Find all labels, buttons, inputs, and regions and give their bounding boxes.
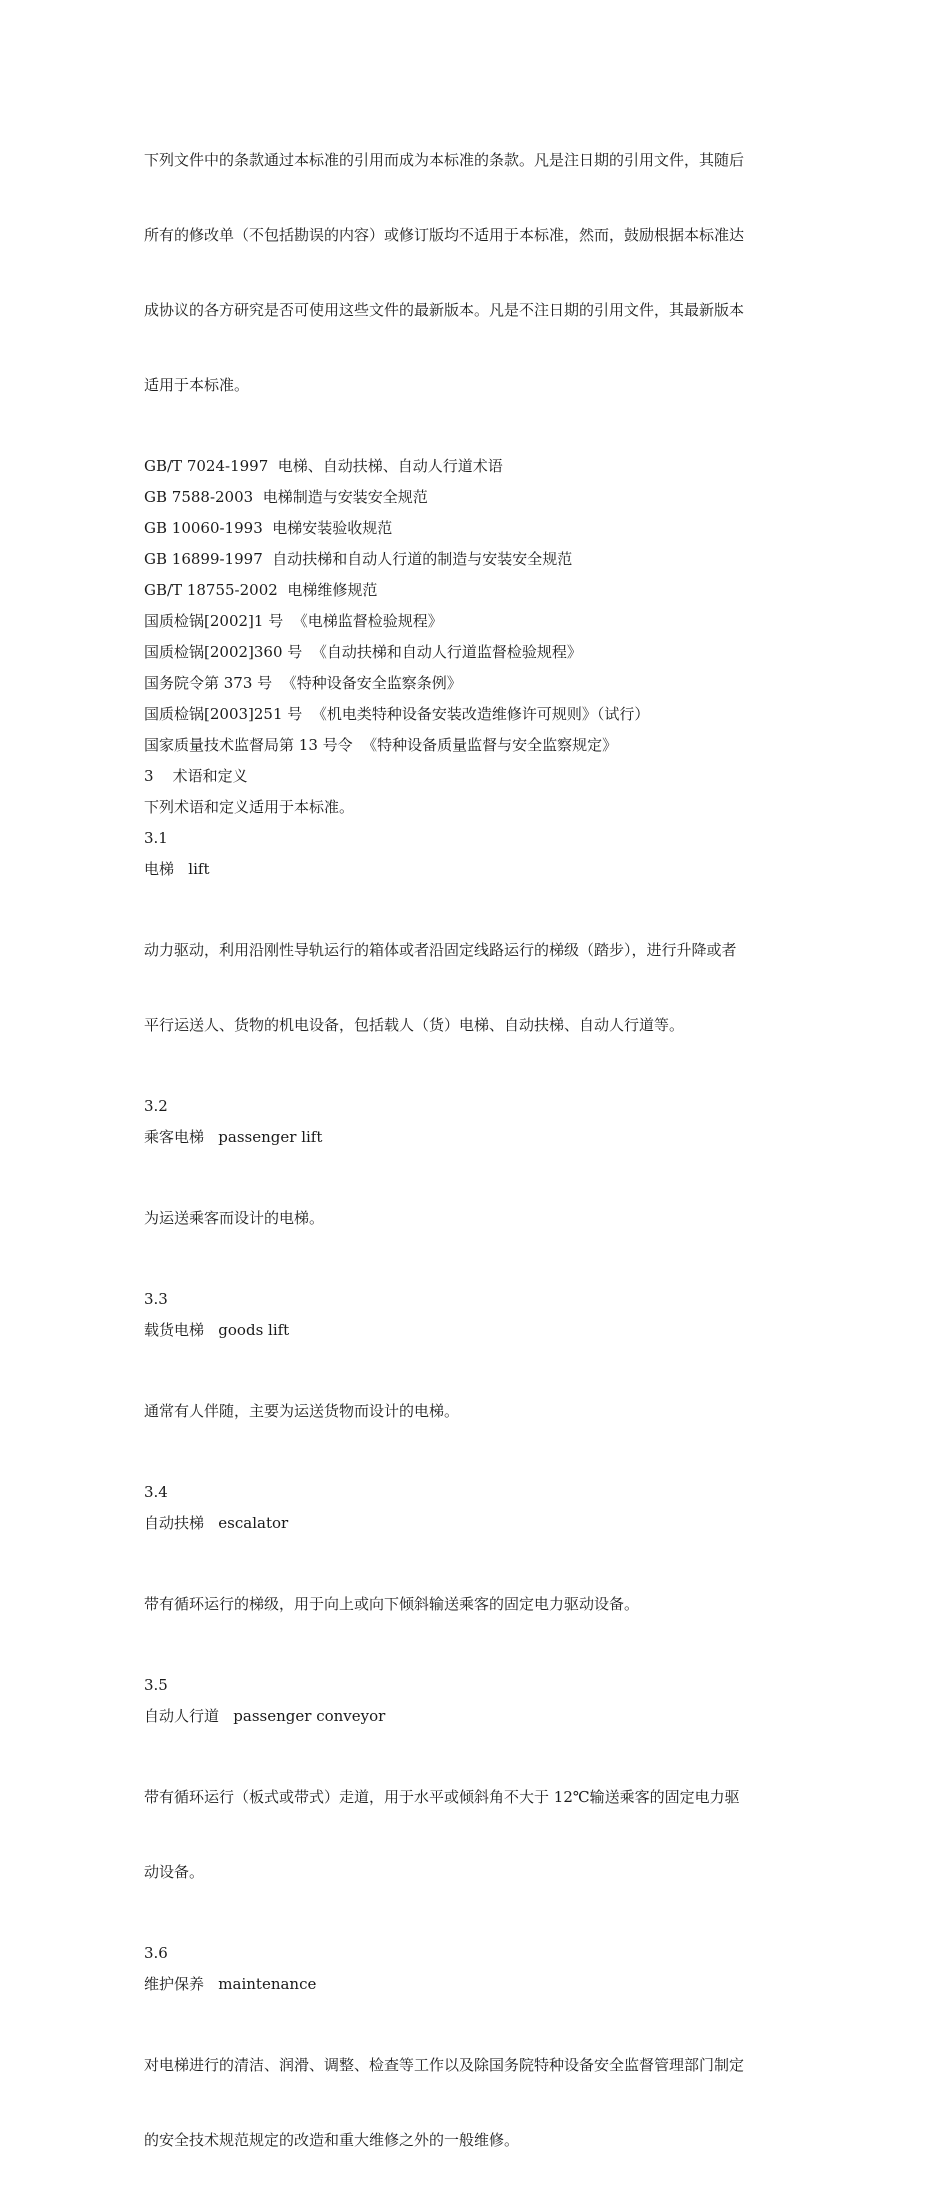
definition-line: 对电梯进行的清洁、润滑、调整、检查等工作以及除国务院特种设备安全监督管理部门制定 — [144, 2056, 745, 2074]
reference-item: 国质检锅[2002]1 号 《电梯监督检验规程》 — [144, 612, 443, 630]
term-definition — [144, 1156, 816, 1281]
definition-line: 动设备。 — [144, 1863, 205, 1881]
intro-line: 所有的修改单（不包括勘误的内容）或修订版均不适用于本标准，然而，鼓励根据本标准达 — [144, 226, 745, 244]
term-title: 维护保养 maintenance — [144, 1975, 317, 1993]
term-definition — [144, 1735, 816, 1935]
definition-line: 动力驱动，利用沿刚性导轨运行的箱体或者沿固定线路运行的梯级（踏步），进行升降或者 — [144, 941, 737, 959]
term-definition — [144, 888, 816, 1088]
reference-item: 国家质量技术监督局第 13 号令 《特种设备质量监督与安全监察规定》 — [144, 736, 618, 754]
term-title: 自动人行道 passenger conveyor — [144, 1707, 386, 1725]
term-definition — [144, 1542, 816, 1667]
reference-item: GB 7588-2003 电梯制造与安装安全规范 — [144, 488, 428, 506]
intro-line: 下列文件中的条款通过本标准的引用而成为本标准的条款。凡是注日期的引用文件，其随后 — [144, 151, 745, 169]
reference-item: GB/T 7024-1997 电梯、自动扶梯、自动人行道术语 — [144, 457, 503, 475]
intro-paragraph — [144, 98, 816, 448]
definition-line: 平行运送人、货物的机电设备，包括载人（货）电梯、自动扶梯、自动人行道等。 — [144, 1016, 685, 1034]
definition-line: 通常有人伴随，主要为运送货物而设计的电梯。 — [144, 1402, 460, 1420]
definition-line: 为运送乘客而设计的电梯。 — [144, 1209, 325, 1227]
intro-line: 成协议的各方研究是否可使用这些文件的最新版本。凡是不注日期的引用文件，其最新版本 — [144, 301, 745, 319]
document-page — [144, 98, 816, 2209]
definition-line: 带有循环运行（板式或带式）走道，用于水平或倾斜角不大于 12℃输送乘客的固定电力驱 — [144, 1788, 740, 1806]
term-title: 乘客电梯 passenger lift — [144, 1128, 323, 1146]
reference-item: GB/T 18755-2002 电梯维修规范 — [144, 581, 378, 599]
term-number: 3.1 — [144, 829, 168, 847]
reference-item: 国质检锅[2003]251 号 《机电类特种设备安装改造维修许可规则》（试行） — [144, 705, 650, 723]
section-heading: 3 术语和定义 — [144, 767, 248, 785]
term-number: 3.5 — [144, 1676, 168, 1694]
reference-item: GB 16899-1997 自动扶梯和自动人行道的制造与安装安全规范 — [144, 550, 573, 568]
term-number: 3.2 — [144, 1097, 168, 1115]
term-title: 自动扶梯 escalator — [144, 1514, 289, 1532]
reference-item: 国质检锅[2002]360 号 《自动扶梯和自动人行道监督检验规程》 — [144, 643, 582, 661]
term-number: 3.3 — [144, 1290, 168, 1308]
reference-item: GB 10060-1993 电梯安装验收规范 — [144, 519, 393, 537]
definition-line: 的安全技术规范规定的改造和重大维修之外的一般维修。 — [144, 2131, 520, 2149]
reference-item: 国务院令第 373 号 《特种设备安全监察条例》 — [144, 674, 462, 692]
term-number: 3.4 — [144, 1483, 168, 1501]
term-definition — [144, 2003, 816, 2203]
term-number: 3.6 — [144, 1944, 168, 1962]
section-intro: 下列术语和定义适用于本标准。 — [144, 798, 355, 816]
term-title: 电梯 lift — [144, 860, 210, 878]
intro-line: 适用于本标准。 — [144, 376, 250, 394]
term-definition — [144, 1349, 816, 1474]
term-title: 载货电梯 goods lift — [144, 1321, 290, 1339]
definition-line: 带有循环运行的梯级，用于向上或向下倾斜输送乘客的固定电力驱动设备。 — [144, 1595, 640, 1613]
